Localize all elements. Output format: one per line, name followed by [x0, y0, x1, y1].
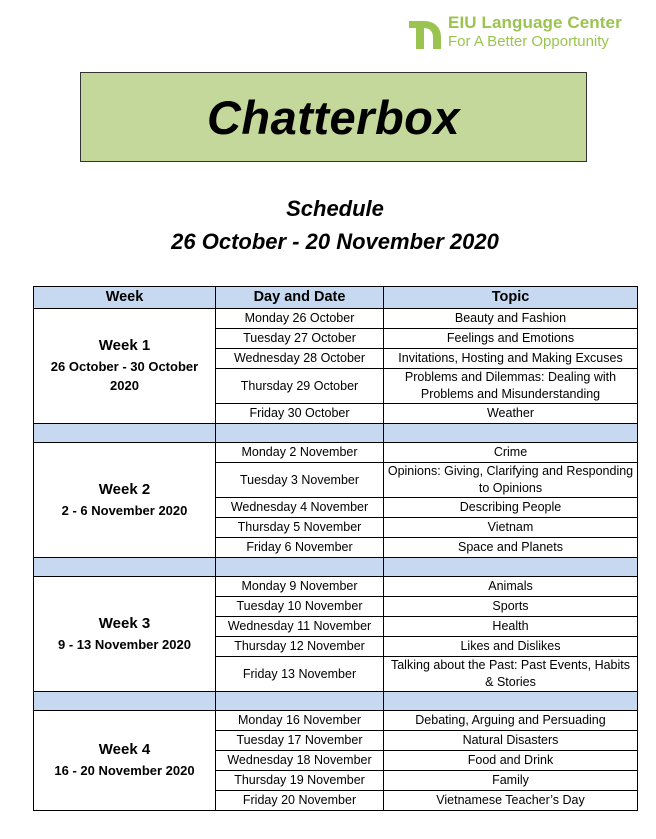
logo [408, 13, 648, 53]
week-range: 16 - 20 November 2020 [54, 763, 195, 778]
table-row [34, 577, 638, 597]
day-date-cell: Wednesday 4 November [216, 498, 384, 518]
week-cell [34, 443, 216, 558]
day-date-cell: Monday 26 October [216, 309, 384, 329]
week-range: 26 October - 30 October 2020 [50, 359, 199, 393]
topic-cell: Space and Planets [384, 538, 638, 558]
day-date-cell: Tuesday 17 November [216, 731, 384, 751]
topic-cell: Sports [384, 597, 638, 617]
day-date-cell: Tuesday 3 November [216, 463, 384, 498]
day-date-cell: Friday 13 November [216, 657, 384, 692]
topic-cell: Problems and Dilemmas: Dealing with Problems and Misunderstanding [384, 369, 638, 404]
topic-cell: Talking about the Past: Past Events, Habits & Stories [384, 657, 638, 692]
week-cell [34, 309, 216, 424]
schedule-heading: Schedule [286, 196, 384, 221]
day-date-cell: Friday 6 November [216, 538, 384, 558]
day-date-cell: Thursday 19 November [216, 771, 384, 791]
header-topic: Topic [384, 287, 638, 309]
week-label: Week 4 [98, 741, 151, 758]
day-date-cell: Thursday 29 October [216, 369, 384, 404]
week-range: 2 - 6 November 2020 [61, 502, 188, 518]
topic-cell: Feelings and Emotions [384, 329, 638, 349]
table-row [34, 443, 638, 463]
table-row [34, 309, 638, 329]
topic-cell: Crime [384, 443, 638, 463]
day-date-cell: Tuesday 10 November [216, 597, 384, 617]
table-row [34, 711, 638, 731]
topic-cell: Animals [384, 577, 638, 597]
topic-cell: Describing People [384, 498, 638, 518]
topic-cell: Likes and Dislikes [384, 637, 638, 657]
day-date-cell: Monday 2 November [216, 443, 384, 463]
day-date-cell: Friday 20 November [216, 791, 384, 811]
header-week: Week [34, 287, 216, 309]
separator-row [34, 558, 638, 577]
week-cell [34, 711, 216, 811]
topic-cell: Vietnam [384, 518, 638, 538]
week-cell [34, 577, 216, 692]
logo-icon [408, 15, 442, 49]
topic-cell: Food and Drink [384, 751, 638, 771]
topic-cell: Beauty and Fashion [384, 309, 638, 329]
week-range: 9 - 13 November 2020 [58, 636, 191, 652]
day-date-cell: Friday 30 October [216, 404, 384, 424]
day-date-cell: Wednesday 18 November [216, 751, 384, 771]
day-date-cell: Monday 16 November [216, 711, 384, 731]
title-banner [80, 72, 587, 162]
day-date-cell: Thursday 12 November [216, 637, 384, 657]
day-date-cell: Thursday 5 November [216, 518, 384, 538]
day-date-cell: Wednesday 11 November [216, 617, 384, 637]
week-label: Week 1 [98, 337, 151, 354]
schedule-date-range: 26 October - 20 November 2020 [171, 229, 499, 254]
day-date-cell: Tuesday 27 October [216, 329, 384, 349]
topic-cell: Opinions: Giving, Clarifying and Responding to Opinions [384, 463, 638, 498]
day-date-cell: Wednesday 28 October [216, 349, 384, 369]
header-day-date: Day and Date [216, 287, 384, 309]
topic-cell: Natural Disasters [384, 731, 638, 751]
topic-cell: Vietnamese Teacher’s Day [384, 791, 638, 811]
separator-row [34, 692, 638, 711]
topic-cell: Invitations, Hosting and Making Excuses [384, 349, 638, 369]
logo-tagline: For A Better Opportunity [448, 33, 609, 50]
topic-cell: Weather [384, 404, 638, 424]
logo-title: EIU Language Center [448, 13, 622, 32]
topic-cell: Family [384, 771, 638, 791]
schedule-table [33, 286, 638, 811]
separator-row [34, 424, 638, 443]
table-header-row [34, 287, 638, 309]
page-title: Chatterbox [206, 90, 461, 144]
topic-cell: Debating, Arguing and Persuading [384, 711, 638, 731]
day-date-cell: Monday 9 November [216, 577, 384, 597]
topic-cell: Health [384, 617, 638, 637]
week-label: Week 3 [98, 614, 151, 632]
week-label: Week 2 [98, 480, 151, 498]
